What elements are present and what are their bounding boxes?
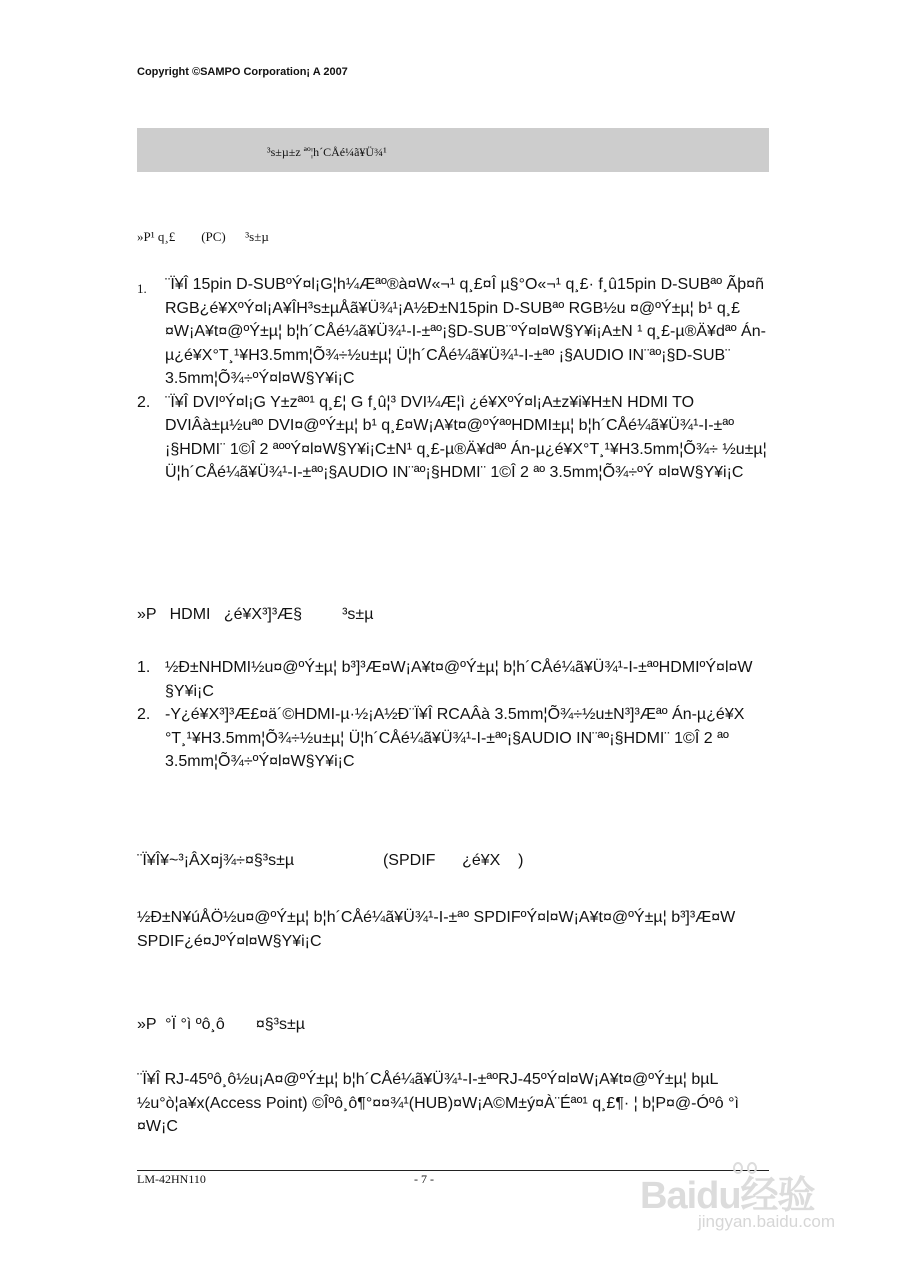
list-item bbox=[137, 656, 777, 703]
chapter-banner bbox=[137, 128, 769, 172]
chapter-title: ³s±µ±z ªº¦h´CÅé¼ã¥Ü¾¹ bbox=[267, 145, 387, 159]
section-heading-hdmi: »P HDMI ¿é¥X³]³Æ§ ³s±µ bbox=[137, 606, 374, 623]
list-number: 2. bbox=[137, 706, 151, 723]
copyright-notice: Copyright ©SAMPO Corporation¡ A 2007 bbox=[137, 66, 348, 78]
watermark-logo: Baidu经验 bbox=[640, 1175, 815, 1217]
section-heading-network: »P °Ï °ì ºô¸ô ¤§³s±µ bbox=[137, 1016, 305, 1033]
hdmi-connection-list bbox=[137, 656, 777, 774]
list-text: ¨Ï¥Î DVIºÝ¤l¡G Y±zªº¹ q¸£¦ G f¸û¦³ DVI¼Æ¦ì ¿é¥XºÝ¤l¡A±z¥i¥H±N HDMI TO DVIÂà±µ½uªº DVI¤@ºÝ±µ¦ b¹ q¸£¤W¡A¥t¤@ºÝªºHDMI±µ¦ b¦h´CÅé¼ã¥Ü¾¹-I-±ªº ¡§HDMI¨ 1©Î 2 ªººÝ¤l¤W§Y¥i¡C±N¹ q¸£-µ®Ä¥dªº Án-µ¿é¥X°T¸¹¥H3.5mm¦Õ¾÷ ½u±µ¦ Ü¦h´CÅé¼ã¥Ü¾¹-I-±ªº¡§AUDIO IN¨ªº¡§HDMI¨ 1©Î 2 ªº 3.5mm¦Õ¾÷ºÝ ¤l¤W§Y¥i¡C bbox=[165, 393, 767, 481]
list-item bbox=[137, 703, 777, 774]
list-text: ¨Ï¥Î 15pin D-SUBºÝ¤l¡G¦h¼Æªº®à¤W«¬¹ q¸£¤Î µ§°O«¬¹ q¸£· f¸û15pin D-SUBªº Ãþ¤ñ RGB¿é¥XºÝ¤l¡A¥ÎH³s±µÅã¥Ü¾¹¡A½Ð±N15pin D-SUBªº RGB½u ¤@ºÝ±µ¦ b¹ q¸£¤W¡A¥t¤@ºÝ±µ¦ b¦h´CÅé¼ã¥Ü¾¹-I-±ªº¡§D-SUB¨ºÝ¤l¤W§Y¥i¡A±N ¹ q¸£-µ®Ä¥dªº Án-µ¿é¥X°T¸¹¥H3.5mm¦Õ¾÷½u±µ¦ Ü¦h´CÅé¼ã¥Ü¾¹-I-±ªº ¡§AUDIO IN¨ªº¡§D-SUB¨ 3.5mm¦Õ¾÷ºÝ¤l¤W§Y¥i¡C bbox=[165, 276, 766, 387]
page-number: - 7 - bbox=[414, 1172, 434, 1186]
list-number: 1. bbox=[137, 659, 151, 676]
list-number: 1. bbox=[137, 281, 147, 296]
list-item bbox=[137, 391, 777, 485]
list-text: ½Ð±NHDMI½u¤@ºÝ±µ¦ b³]³Æ¤W¡A¥t¤@ºÝ±µ¦ b¦h´CÅé¼ã¥Ü¾¹-I-±ªºHDMIºÝ¤l¤W §Y¥i¡C bbox=[165, 659, 753, 700]
baidu-watermark bbox=[640, 1152, 890, 1242]
spdif-paragraph: ½Ð±N¥úÅÖ½u¤@ºÝ±µ¦ b¦h´CÅé¼ã¥Ü¾¹-I-±ªº SPDIFºÝ¤l¤W¡A¥t¤@ºÝ±µ¦ b³]³Æ¤W SPDIF¿é¤JºÝ¤l¤W§Y¥i¡C bbox=[137, 909, 736, 950]
list-number: 2. bbox=[137, 393, 151, 411]
network-paragraph: ¨Ï¥Î RJ-45ºô¸ô½u¡A¤@ºÝ±µ¦ b¦h´CÅé¼ã¥Ü¾¹-I-±ªºRJ-45ºÝ¤l¤W¡A¥t¤@ºÝ±µ¦ bµL ½u°ò¦a¥x(Access Point) ©Îºô¸ô¶°¤¤¾¹(HUB)¤W¡A©M±ý¤À¨Éªº¹ q¸£¶· ¦ b¦P¤@-Óºô °ì ¤W¡C bbox=[137, 1071, 739, 1135]
section-heading-spdif: ¨Ï¥Î¥~³¡ÂX¤j¾÷¤§³s±µ (SPDIF ¿é¥X ) bbox=[137, 852, 524, 869]
list-item bbox=[137, 273, 777, 391]
section-heading-pc: »P¹ q¸£ (PC) ³s±µ bbox=[137, 229, 269, 244]
paw-icon bbox=[726, 1158, 766, 1198]
model-number: LM-42HN110 bbox=[137, 1172, 206, 1186]
watermark-url: jingyan.baidu.com bbox=[698, 1212, 836, 1231]
pc-connection-list bbox=[137, 273, 777, 485]
list-text: -Y¿é¥X³]³Æ£¤ä´©HDMI-µ·½¡A½Ð¨Ï¥Î RCAÂà 3.5mm¦Õ¾÷½u±N³]³Æªº Án-µ¿é¥X °T¸¹¥H3.5mm¦Õ¾÷½u±µ¦ Ü¦h´CÅé¼ã¥Ü¾¹-I-±ªº¡§AUDIO IN¨ªº¡§HDMI¨ 1©Î 2 ªº 3.5mm¦Õ¾÷ºÝ¤l¤W§Y¥i¡C bbox=[165, 706, 745, 770]
